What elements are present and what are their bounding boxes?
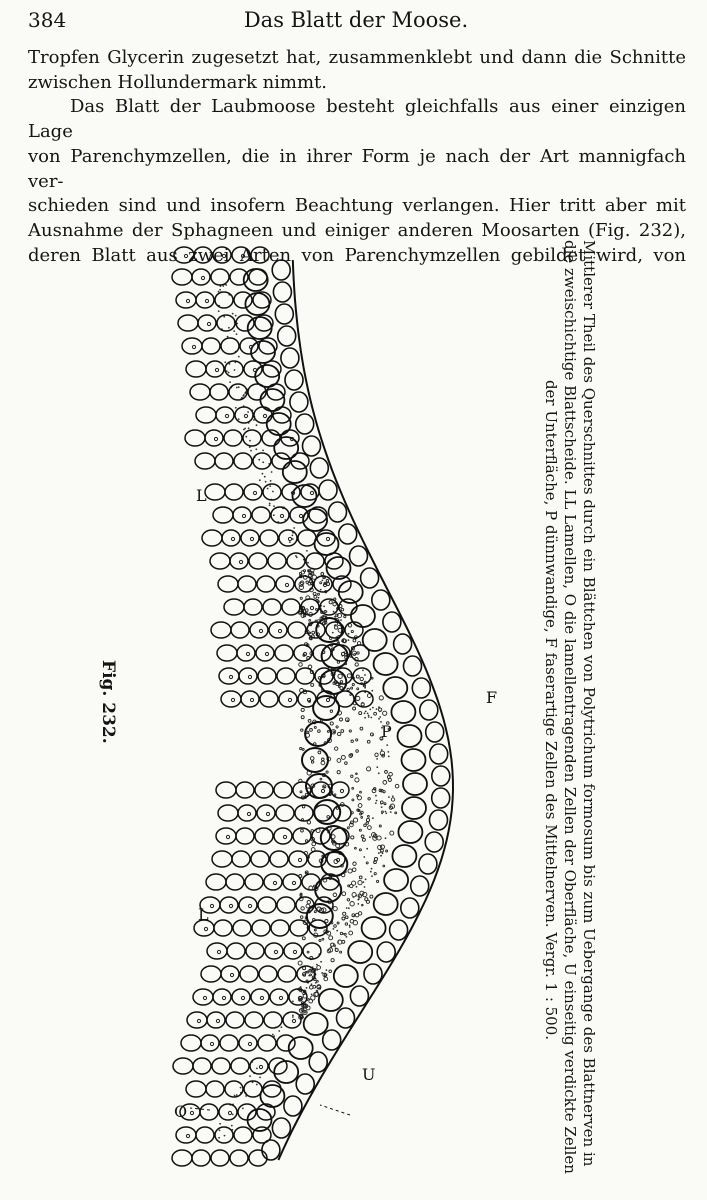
page-number: 384 — [28, 8, 67, 32]
text-line: deren Blatt aus zwei Arten von Parenchymzellen gebildet wird, von — [28, 244, 686, 266]
running-title: Das Blatt der Moose. — [243, 8, 469, 32]
caption-line: der Unterfläche, P dünnwandige, F faserartige Zellen des Mittelnerven. Vergr. 1 : 500. — [542, 379, 560, 1041]
letter-O: O — [174, 1102, 188, 1121]
letter-U: U — [362, 1065, 376, 1084]
letter-F: F — [486, 688, 498, 707]
text-line: von Parenchymzellen, die in ihrer Form je nach der Art mannigfach ver- — [28, 145, 686, 192]
figure-label: Fig. 232. — [98, 660, 118, 744]
body-text — [28, 46, 686, 268]
leaf-cross-section-drawing — [150, 240, 530, 1190]
text-line: Das Blatt der Laubmoose besteht gleichfalls aus einer einzigen Lage — [28, 96, 686, 143]
page-header — [28, 8, 684, 36]
letter-L-upper: L — [196, 486, 207, 505]
caption-line: die zweischichtige Blattscheide. LL Lamellen, O die lamellentragenden Zellen der Oberfläche, U einseitig verdickte Zellen — [561, 240, 579, 1174]
figure-illustration — [150, 240, 530, 1190]
text-line: Ausnahme der Sphagneen und einiger anderen Moosarten (Fig. 232), — [28, 219, 686, 241]
text-line: schieden sind und insofern Beachtung verlangen. Hier tritt aber mit — [28, 195, 686, 217]
text-line: zwischen Hollundermark nimmt. — [28, 71, 328, 93]
figure-caption — [541, 240, 598, 1180]
caption-line: Mittlerer Theil des Querschnittes durch ein Blättchen von Polytrichum formosum bis zum Uebergange des Blattnerven in — [580, 240, 598, 1167]
letter-P: P — [381, 722, 392, 741]
letter-L-lower: L — [198, 905, 209, 924]
text-line: Tropfen Glycerin zugesetzt hat, zusammenklebt und dann die Schnitte — [28, 47, 686, 68]
